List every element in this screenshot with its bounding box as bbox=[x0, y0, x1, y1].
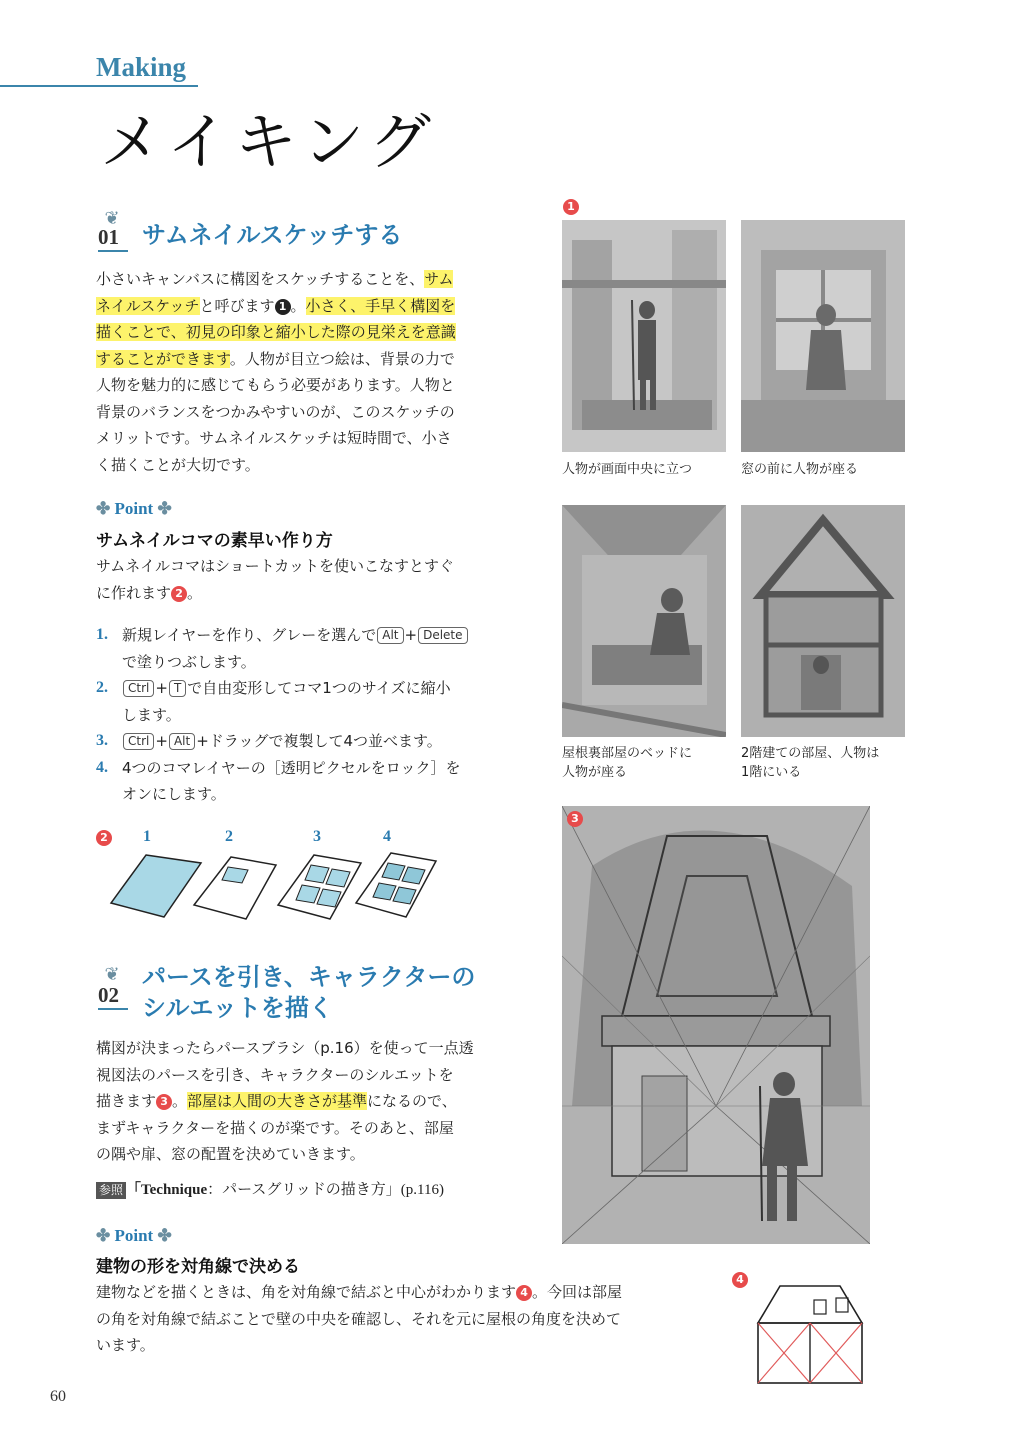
text-line: サムネイルコマはショートカットを使いこなすとすぐ bbox=[96, 557, 455, 575]
diagram-label-2: 2 bbox=[225, 828, 233, 845]
point-label bbox=[96, 499, 172, 519]
step-4 bbox=[96, 755, 506, 808]
thumbnail-sketch-3 bbox=[562, 505, 726, 737]
key-delete: Delete bbox=[418, 627, 467, 644]
thumbnail-sketch-4 bbox=[741, 505, 905, 737]
swirl-icon: ✤ bbox=[96, 499, 115, 518]
heading-line: シルエットを描く bbox=[142, 994, 333, 1022]
highlight: ネイルスケッチ bbox=[96, 296, 200, 315]
caption-line: 人物が座る bbox=[562, 765, 628, 780]
step-2-canvas bbox=[194, 857, 276, 919]
thumbnail-sketch-1 bbox=[562, 220, 726, 452]
sketch-drawing bbox=[741, 220, 905, 452]
sketch-drawing bbox=[562, 220, 726, 452]
key-alt: Alt bbox=[377, 627, 403, 644]
key-alt: Alt bbox=[169, 733, 195, 750]
section-number: 02 bbox=[98, 983, 128, 1010]
diagram-label-4: 4 bbox=[383, 828, 391, 845]
thumbnail-steps-diagram bbox=[106, 845, 446, 925]
text-line: の角を対角線で結ぶことで壁の中央を確認し、それを元に屋根の角度を決めて bbox=[96, 1309, 622, 1328]
figure-marker-1: 1 bbox=[563, 199, 579, 215]
step-number: 1. bbox=[96, 626, 108, 643]
text: で自由変形してコマ1つのサイズに縮小 bbox=[187, 679, 451, 697]
caption-line: 1階にいる bbox=[741, 765, 802, 780]
reference-title: 「Technique bbox=[126, 1182, 208, 1198]
figure-marker-4: 4 bbox=[732, 1272, 748, 1288]
text-line: 構図が決まったらパースブラシ（p.16）を使って一点透 bbox=[96, 1039, 474, 1057]
perspective-drawing bbox=[562, 806, 870, 1244]
text: と呼びます bbox=[199, 296, 275, 315]
step-number: 2. bbox=[96, 679, 108, 696]
point-subheading: 建物の形を対角線で決める bbox=[96, 1257, 300, 1277]
text-line: 視図法のパースを引き、キャラクターのシルエットを bbox=[96, 1065, 454, 1084]
roof bbox=[758, 1286, 862, 1323]
page-number: 60 bbox=[50, 1388, 66, 1405]
reference-note bbox=[96, 1178, 444, 1199]
step-3 bbox=[96, 728, 506, 755]
text-line: 背景のバランスをつかみやすいのが、このスケッチの bbox=[96, 402, 455, 421]
caption: 人物が画面中央に立つ bbox=[562, 462, 693, 477]
diagram-label-1: 1 bbox=[143, 828, 151, 845]
steps-list bbox=[96, 622, 506, 808]
plus: + bbox=[155, 732, 168, 750]
caption-block bbox=[741, 744, 879, 782]
caption-line: 屋根裏部屋のベッドに bbox=[562, 746, 693, 761]
swirl-icon: ✤ bbox=[96, 1226, 115, 1245]
text: 建物などを描くときは、角を対角線で結ぶと中心がわかります bbox=[96, 1283, 517, 1301]
diagram-label-3: 3 bbox=[313, 828, 321, 845]
swirl-icon: ✤ bbox=[153, 1226, 172, 1245]
text: 。 bbox=[187, 583, 203, 602]
point-text: Point bbox=[114, 1226, 154, 1245]
figure-marker-2: 2 bbox=[96, 830, 112, 846]
step-1-canvas bbox=[111, 855, 201, 917]
ornament-icon: ❦ bbox=[104, 964, 120, 985]
text: します。 bbox=[122, 705, 181, 724]
text-line: います。 bbox=[96, 1336, 155, 1354]
text: になるので、 bbox=[367, 1092, 457, 1110]
text: 。人物が目立つ絵は、背景の力で bbox=[229, 349, 455, 368]
point-label bbox=[96, 1226, 172, 1246]
reference-text: ：パースグリッドの描き方」(p.116) bbox=[207, 1182, 444, 1198]
highlight: 描くことで、初見の印象と縮小した際の見栄えを意識 bbox=[96, 323, 456, 341]
highlight: 部屋は人間の大きさが基準 bbox=[187, 1092, 368, 1110]
text: オンにします。 bbox=[122, 785, 226, 803]
plus: + bbox=[404, 626, 418, 644]
text: 。 bbox=[172, 1092, 188, 1110]
sketch-drawing bbox=[741, 505, 905, 737]
text: 。今回は部屋 bbox=[532, 1283, 623, 1301]
point2-body bbox=[96, 1279, 676, 1359]
marker-1: 1 bbox=[275, 299, 291, 315]
highlight: することができます bbox=[96, 349, 230, 368]
key-ctrl: Ctrl bbox=[123, 680, 154, 697]
page-title: メイキング bbox=[100, 105, 437, 178]
swirl-icon: ✤ bbox=[153, 499, 172, 518]
key-ctrl: Ctrl bbox=[123, 733, 154, 750]
caption: 窓の前に人物が座る bbox=[741, 462, 859, 477]
text: で塗りつぶします。 bbox=[122, 652, 256, 671]
reference-tag: 参照 bbox=[96, 1182, 126, 1199]
section1-body bbox=[96, 266, 506, 478]
step-number: 3. bbox=[96, 732, 108, 749]
dormer-window bbox=[814, 1300, 826, 1314]
step-number: 4. bbox=[96, 758, 108, 776]
text: 描きます bbox=[96, 1092, 157, 1110]
section2-body bbox=[96, 1035, 506, 1168]
highlight: サム bbox=[424, 270, 454, 288]
section-heading: サムネイルスケッチする bbox=[142, 221, 403, 249]
text-line: まずキャラクターを描くのが楽です。そのあと、部屋 bbox=[96, 1118, 454, 1137]
section-number: 01 bbox=[98, 225, 128, 252]
key-t: T bbox=[169, 680, 186, 697]
highlight: 小さく、手早く構図を bbox=[305, 296, 456, 315]
making-label: Making bbox=[96, 52, 187, 82]
marker-4: 4 bbox=[516, 1285, 532, 1301]
perspective-sketch bbox=[562, 806, 870, 1244]
thumbnail-sketch-2 bbox=[741, 220, 905, 452]
heading-line: パースを引き、キャラクターの bbox=[142, 963, 476, 991]
header-rule bbox=[0, 85, 198, 87]
text: +ドラッグで複製して4つ並べます。 bbox=[196, 732, 442, 750]
dormer-window bbox=[836, 1298, 848, 1312]
text-line: く描くことが大切です。 bbox=[96, 455, 260, 474]
marker-3: 3 bbox=[156, 1094, 172, 1110]
point-text: Point bbox=[114, 499, 154, 518]
step-1 bbox=[96, 622, 506, 675]
sketch-drawing bbox=[562, 505, 726, 737]
text-line: メリットです。サムネイルスケッチは短時間で、小さ bbox=[96, 429, 452, 447]
point1-body bbox=[96, 553, 506, 606]
house-diagonal-diagram bbox=[740, 1278, 870, 1390]
text: 新規レイヤーを作り、グレーを選んで bbox=[122, 626, 377, 644]
step-3-canvas bbox=[278, 855, 361, 919]
section-heading bbox=[142, 962, 475, 1024]
caption-block bbox=[562, 744, 692, 782]
plus: + bbox=[155, 679, 168, 697]
step-2 bbox=[96, 675, 506, 728]
figure-marker-3: 3 bbox=[567, 811, 583, 827]
marker-2: 2 bbox=[171, 586, 187, 602]
text-line: 人物を魅力的に感じてもらう必要があります。人物と bbox=[96, 376, 455, 394]
caption-line: 2階建ての部屋、人物は bbox=[741, 746, 880, 761]
text: に作れます bbox=[96, 583, 172, 602]
text: 。 bbox=[290, 296, 306, 315]
text-line: の隅や扉、窓の配置を決めていきます。 bbox=[96, 1145, 365, 1163]
step-4-canvas bbox=[356, 853, 436, 917]
text: 4つのコマレイヤーの［透明ピクセルをロック］を bbox=[122, 758, 461, 777]
ornament-icon: ❦ bbox=[104, 208, 120, 229]
text: 小さいキャンバスに構図をスケッチすることを、 bbox=[96, 270, 425, 288]
point-subheading: サムネイルコマの素早い作り方 bbox=[96, 531, 333, 551]
